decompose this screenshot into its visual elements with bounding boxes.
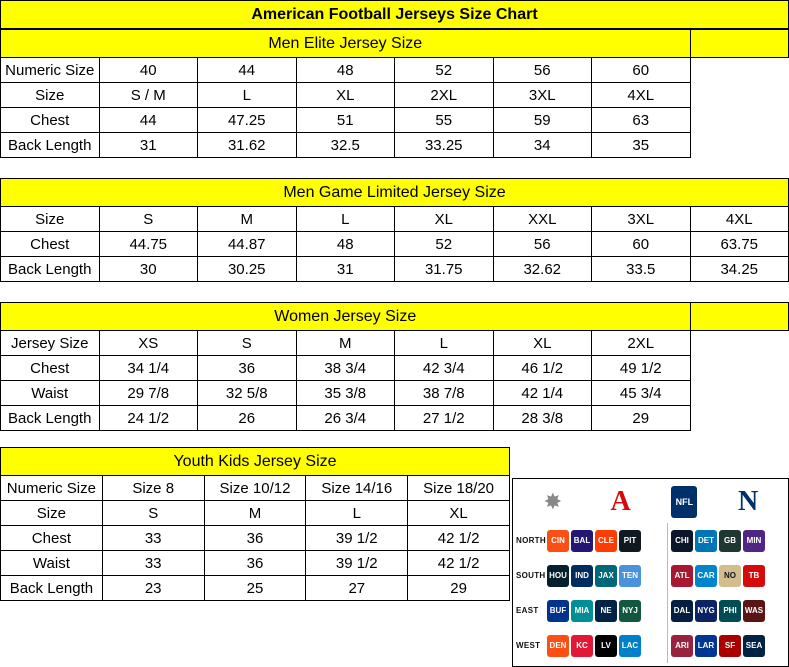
cell: 33 xyxy=(102,526,204,551)
cell: 48 xyxy=(296,232,395,257)
cell: 42 3/4 xyxy=(395,356,494,381)
cell: 51 xyxy=(296,108,395,133)
team-logo-icon: TB xyxy=(743,565,765,587)
row-label: Chest xyxy=(1,232,100,257)
row-label: Chest xyxy=(1,526,103,551)
cell: 30.25 xyxy=(198,257,297,282)
cell: 28 3/8 xyxy=(493,406,592,431)
cell: 32.62 xyxy=(493,257,592,282)
division-row-east xyxy=(513,593,788,628)
cell: Size 14/16 xyxy=(306,476,408,501)
cell: M xyxy=(204,501,306,526)
cell: 42 1/4 xyxy=(493,381,592,406)
cell: 29 xyxy=(592,406,691,431)
cell: 30 xyxy=(99,257,198,282)
section-spacer xyxy=(0,282,789,302)
section-heading-youth: Youth Kids Jersey Size xyxy=(1,448,510,476)
cell: 35 3/8 xyxy=(296,381,395,406)
row-label: Chest xyxy=(1,356,100,381)
blank-cell xyxy=(690,108,789,133)
blank-cell xyxy=(690,83,789,108)
cell: 29 xyxy=(408,576,510,601)
cell: S xyxy=(99,207,198,232)
row-label: Waist xyxy=(1,551,103,576)
row-label: Jersey Size xyxy=(1,331,100,356)
conference-logos-row xyxy=(513,479,788,523)
cell: 31 xyxy=(296,257,395,282)
afc-west-teams xyxy=(547,628,668,663)
cell: 56 xyxy=(493,232,592,257)
cell: 36 xyxy=(204,526,306,551)
cell: L xyxy=(395,331,494,356)
team-logo-icon: MIA xyxy=(571,600,593,622)
row-label: Numeric Size xyxy=(1,58,100,83)
team-logo-icon: SEA xyxy=(743,635,765,657)
cell: 33.5 xyxy=(592,257,691,282)
cell: 45 3/4 xyxy=(592,381,691,406)
table-row xyxy=(1,356,789,381)
section-spacer xyxy=(0,431,789,447)
cell: 33.25 xyxy=(395,133,494,158)
division-label: EAST xyxy=(516,606,539,615)
table-row xyxy=(1,476,510,501)
cell: 40 xyxy=(99,58,198,83)
team-logo-icon: CAR xyxy=(695,565,717,587)
blank-cell xyxy=(690,331,789,356)
section-men-elite-table xyxy=(0,29,789,158)
cell: 63 xyxy=(592,108,691,133)
nfc-south-teams xyxy=(668,558,788,593)
blank-cell xyxy=(690,58,789,83)
cell: 44.87 xyxy=(198,232,297,257)
nfl-shield-icon: NFL xyxy=(671,486,697,518)
cell: 39 1/2 xyxy=(306,551,408,576)
row-label: Back Length xyxy=(1,257,100,282)
table-row xyxy=(1,257,789,282)
row-label: Numeric Size xyxy=(1,476,103,501)
table-row xyxy=(1,406,789,431)
team-logo-icon: HOU xyxy=(547,565,569,587)
team-logo-icon: BUF xyxy=(547,600,569,622)
table-row xyxy=(1,133,789,158)
cell: 59 xyxy=(493,108,592,133)
cell: Size 10/12 xyxy=(204,476,306,501)
division-row-north xyxy=(513,523,788,558)
section-heading-men-game-limited: Men Game Limited Jersey Size xyxy=(1,179,789,207)
team-logo-icon: PIT xyxy=(619,530,641,552)
nfl-teams-panel xyxy=(512,478,789,667)
table-row xyxy=(1,58,789,83)
cell: XXL xyxy=(493,207,592,232)
blank-cell xyxy=(690,303,789,331)
blank-cell xyxy=(690,356,789,381)
cell: XL xyxy=(296,83,395,108)
cell: 32.5 xyxy=(296,133,395,158)
team-logo-icon: JAX xyxy=(595,565,617,587)
team-logo-icon: PHI xyxy=(719,600,741,622)
cell: 42 1/2 xyxy=(408,551,510,576)
table-row xyxy=(1,576,510,601)
cell: 27 1/2 xyxy=(395,406,494,431)
team-logo-icon: BAL xyxy=(571,530,593,552)
section-men-game-limited-table xyxy=(0,178,789,282)
cell: L xyxy=(296,207,395,232)
cell: XL xyxy=(408,501,510,526)
table-row xyxy=(1,526,510,551)
cell: 48 xyxy=(296,58,395,83)
team-logo-icon: NYJ xyxy=(619,600,641,622)
team-logo-icon: LAR xyxy=(695,635,717,657)
cell: 31.75 xyxy=(395,257,494,282)
cell: 44 xyxy=(99,108,198,133)
team-logo-icon: LV xyxy=(595,635,617,657)
cell: L xyxy=(198,83,297,108)
cell: M xyxy=(296,331,395,356)
table-row xyxy=(1,207,789,232)
cell: 56 xyxy=(493,58,592,83)
cell: 31 xyxy=(99,133,198,158)
team-logo-icon: WAS xyxy=(743,600,765,622)
cell: XL xyxy=(493,331,592,356)
row-label: Size xyxy=(1,501,103,526)
team-logo-icon: TEN xyxy=(619,565,641,587)
cell: 29 7/8 xyxy=(99,381,198,406)
afc-north-teams xyxy=(547,523,668,558)
blank-cell xyxy=(690,406,789,431)
cell: 24 1/2 xyxy=(99,406,198,431)
cell: 42 1/2 xyxy=(408,526,510,551)
cell: 2XL xyxy=(592,331,691,356)
table-row xyxy=(1,381,789,406)
section-spacer xyxy=(0,158,789,178)
cell: S xyxy=(102,501,204,526)
team-logo-icon: LAC xyxy=(619,635,641,657)
team-logo-icon: CIN xyxy=(547,530,569,552)
cell: 34 xyxy=(493,133,592,158)
afc-east-teams xyxy=(547,593,668,628)
cell: S xyxy=(198,331,297,356)
cell: 52 xyxy=(395,232,494,257)
blank-cell xyxy=(690,133,789,158)
section-heading-men-elite: Men Elite Jersey Size xyxy=(1,30,691,58)
division-row-south xyxy=(513,558,788,593)
cell: 38 3/4 xyxy=(296,356,395,381)
cell: 34.25 xyxy=(690,257,789,282)
cell: 4XL xyxy=(592,83,691,108)
cell: 46 1/2 xyxy=(493,356,592,381)
team-logo-icon: GB xyxy=(719,530,741,552)
team-logo-icon: CLE xyxy=(595,530,617,552)
cell: 23 xyxy=(102,576,204,601)
cell: Size 8 xyxy=(102,476,204,501)
nfc-east-teams xyxy=(668,593,788,628)
section-women-table xyxy=(0,302,789,431)
team-logo-icon: DEN xyxy=(547,635,569,657)
table-row xyxy=(1,331,789,356)
team-logo-icon: KC xyxy=(571,635,593,657)
nfc-north-teams xyxy=(668,523,788,558)
team-logo-icon: NO xyxy=(719,565,741,587)
cell: 60 xyxy=(592,58,691,83)
cell: 26 3/4 xyxy=(296,406,395,431)
cell: 36 xyxy=(204,551,306,576)
section-heading-women: Women Jersey Size xyxy=(1,303,691,331)
cell: 3XL xyxy=(493,83,592,108)
team-logo-icon: NYG xyxy=(695,600,717,622)
section-heading-row xyxy=(1,448,510,476)
division-row-west xyxy=(513,628,788,663)
team-logo-icon: DET xyxy=(695,530,717,552)
row-label: Size xyxy=(1,207,100,232)
cell: 3XL xyxy=(592,207,691,232)
cell: 27 xyxy=(306,576,408,601)
afc-logo-icon: A xyxy=(610,486,631,517)
table-row xyxy=(1,551,510,576)
cell: 60 xyxy=(592,232,691,257)
cell: 2XL xyxy=(395,83,494,108)
team-logo-icon: MIN xyxy=(743,530,765,552)
chart-title-row xyxy=(1,1,789,29)
cell: L xyxy=(306,501,408,526)
cell: 26 xyxy=(198,406,297,431)
cell: Size 18/20 xyxy=(408,476,510,501)
cell: 44 xyxy=(198,58,297,83)
row-label: Back Length xyxy=(1,133,100,158)
cell: 44.75 xyxy=(99,232,198,257)
team-logo-icon: ARI xyxy=(671,635,693,657)
page-title: American Football Jerseys Size Chart xyxy=(1,1,789,29)
row-label: Waist xyxy=(1,381,100,406)
row-label: Chest xyxy=(1,108,100,133)
table-row xyxy=(1,501,510,526)
team-logo-icon: IND xyxy=(571,565,593,587)
cell: 34 1/4 xyxy=(99,356,198,381)
nfc-logo-icon: N xyxy=(738,486,759,517)
section-heading-row xyxy=(1,30,789,58)
cell: 25 xyxy=(204,576,306,601)
row-label: Back Length xyxy=(1,406,100,431)
team-logo-icon: ATL xyxy=(671,565,693,587)
nfc-west-teams xyxy=(668,628,788,663)
division-label: NORTH xyxy=(516,536,546,545)
cell: 35 xyxy=(592,133,691,158)
section-youth-table xyxy=(0,447,510,601)
cell: 36 xyxy=(198,356,297,381)
division-label: SOUTH xyxy=(516,571,546,580)
cell: 63.75 xyxy=(690,232,789,257)
afc-south-teams xyxy=(547,558,668,593)
cell: 31.62 xyxy=(198,133,297,158)
cell: 52 xyxy=(395,58,494,83)
team-logo-icon: SF xyxy=(719,635,741,657)
cell: 38 7/8 xyxy=(395,381,494,406)
cell: 39 1/2 xyxy=(306,526,408,551)
row-label: Back Length xyxy=(1,576,103,601)
blank-cell xyxy=(690,381,789,406)
cell: 33 xyxy=(102,551,204,576)
cell: S / M xyxy=(99,83,198,108)
chart-title-table xyxy=(0,0,789,29)
cell: 49 1/2 xyxy=(592,356,691,381)
cell: 32 5/8 xyxy=(198,381,297,406)
team-logo-icon: DAL xyxy=(671,600,693,622)
section-heading-row xyxy=(1,179,789,207)
cell: M xyxy=(198,207,297,232)
table-row xyxy=(1,232,789,257)
blank-cell xyxy=(690,30,789,58)
cell: 47.25 xyxy=(198,108,297,133)
table-row xyxy=(1,108,789,133)
team-logo-icon: CHI xyxy=(671,530,693,552)
cell: 55 xyxy=(395,108,494,133)
table-row xyxy=(1,83,789,108)
cell: XL xyxy=(395,207,494,232)
star-icon: ✸ xyxy=(543,489,563,514)
row-label: Size xyxy=(1,83,100,108)
team-logo-icon: NE xyxy=(595,600,617,622)
cell: XS xyxy=(99,331,198,356)
division-label: WEST xyxy=(516,641,541,650)
cell: 4XL xyxy=(690,207,789,232)
section-heading-row xyxy=(1,303,789,331)
